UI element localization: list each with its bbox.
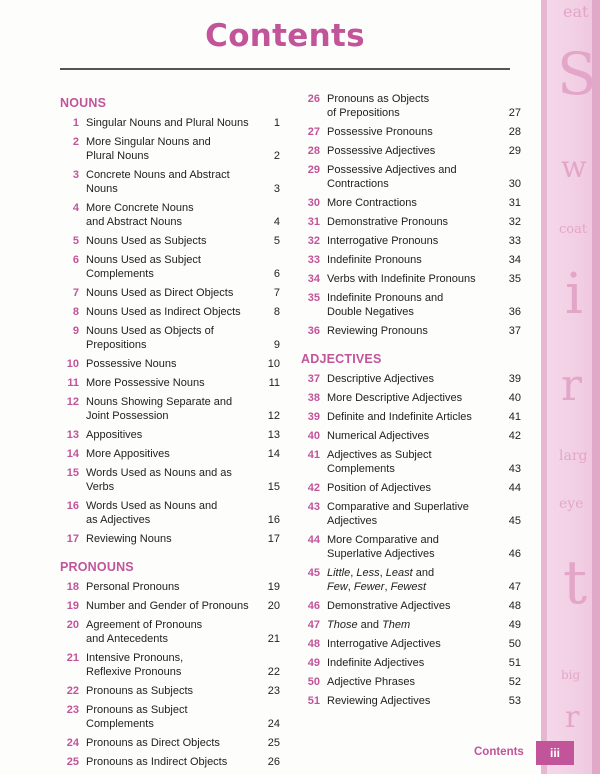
page-number: 40 (508, 392, 521, 404)
page-number: 50 (508, 638, 521, 650)
toc-entry[interactable] (60, 376, 280, 390)
lesson-number: 4 (72, 202, 79, 214)
lesson-title: Nouns Used as Direct Objects (86, 287, 234, 299)
decor-word: eye (559, 496, 584, 512)
lesson-title: Pronouns as Objects of Prepositions (327, 93, 430, 119)
lesson-title: Concrete Nouns and Abstract Nouns (86, 169, 230, 195)
toc-entry[interactable] (60, 305, 280, 319)
toc-entry[interactable] (60, 599, 280, 613)
lesson-number: 20 (66, 619, 79, 631)
lesson-number: 17 (66, 533, 79, 545)
lesson-title: More Appositives (86, 448, 170, 460)
decor-word: eat (563, 2, 589, 21)
toc-entry[interactable] (60, 201, 280, 229)
lesson-title: Singular Nouns and Plural Nouns (86, 117, 249, 129)
lesson-number: 35 (307, 292, 320, 304)
lesson-number: 14 (66, 448, 79, 460)
page-number: 21 (267, 633, 280, 645)
footer-label: Contents (474, 746, 524, 758)
section-heading: ADJECTIVES (301, 352, 382, 366)
toc-entry[interactable] (301, 144, 521, 158)
toc-entry[interactable] (60, 651, 280, 679)
lesson-title: Those and Them (327, 619, 411, 631)
page-number: 20 (267, 600, 280, 612)
page-number: 39 (508, 373, 521, 385)
lesson-number: 11 (67, 377, 79, 389)
page-number: 33 (508, 235, 521, 247)
page-number: 7 (273, 287, 280, 299)
lesson-number: 23 (66, 704, 79, 716)
toc-entry[interactable] (60, 703, 280, 731)
page-number: 51 (508, 657, 521, 669)
lesson-title: Reviewing Pronouns (327, 325, 428, 337)
right-column (301, 92, 521, 713)
toc-entry[interactable] (60, 580, 280, 594)
lesson-title: More Concrete Nouns and Abstract Nouns (86, 202, 194, 228)
lesson-title: Nouns Used as Subjects (86, 235, 207, 247)
decor-letter: i (565, 262, 583, 327)
toc-entry[interactable] (60, 532, 280, 546)
page-number: 16 (267, 514, 280, 526)
toc-entry[interactable] (301, 566, 521, 594)
toc-entry[interactable] (60, 466, 280, 494)
toc-entry[interactable] (301, 448, 521, 476)
lesson-title: Nouns Used as Indirect Objects (86, 306, 241, 318)
page-number: 8 (273, 306, 280, 318)
lesson-number: 7 (72, 287, 79, 299)
page-number: 53 (508, 695, 521, 707)
lesson-number: 10 (66, 358, 79, 370)
toc-entry[interactable] (301, 675, 521, 689)
page-number: 14 (267, 448, 280, 460)
page-number: 1 (273, 117, 280, 129)
page-number: 25 (267, 737, 280, 749)
toc-entry[interactable] (60, 234, 280, 248)
section-heading: NOUNS (60, 96, 107, 110)
toc-entry[interactable] (60, 286, 280, 300)
lesson-title: Number and Gender of Pronouns (86, 600, 249, 612)
decor-letter: r (565, 700, 580, 735)
toc-entry[interactable] (301, 234, 521, 248)
lesson-title: Position of Adjectives (327, 482, 431, 494)
lesson-title: More Singular Nouns and Plural Nouns (86, 136, 211, 162)
lesson-number: 49 (307, 657, 320, 669)
lesson-number: 27 (307, 126, 320, 138)
lesson-title: Verbs with Indefinite Pronouns (327, 273, 476, 285)
page-number: 11 (268, 377, 280, 389)
toc-entry[interactable] (301, 429, 521, 443)
page-number: 47 (508, 581, 521, 593)
lesson-number: 22 (66, 685, 79, 697)
lesson-title: Nouns Used as Objects of Prepositions (86, 325, 214, 351)
decor-letter: S (557, 40, 597, 108)
lesson-title: Pronouns as Subject Complements (86, 704, 188, 730)
lesson-title: More Contractions (327, 197, 417, 209)
toc-entry[interactable] (301, 410, 521, 424)
lesson-number: 45 (307, 567, 320, 579)
lesson-number: 47 (307, 619, 320, 631)
lesson-number: 9 (72, 325, 79, 337)
toc-entry[interactable] (60, 116, 280, 130)
lesson-title: Possessive Pronouns (327, 126, 433, 138)
lesson-number: 1 (72, 117, 79, 129)
toc-entry[interactable] (301, 599, 521, 613)
lesson-number: 25 (66, 756, 79, 768)
lesson-number: 37 (307, 373, 320, 385)
lesson-title: Pronouns as Indirect Objects (86, 756, 228, 768)
lesson-title: Nouns Showing Separate and Joint Possession (86, 396, 233, 422)
lesson-title: More Comparative and Superlative Adjectives (327, 534, 439, 560)
page-number: 5 (273, 235, 280, 247)
lesson-number: 31 (307, 216, 320, 228)
lesson-number: 40 (307, 430, 320, 442)
decor-word: big (561, 668, 581, 682)
toc-entry[interactable] (60, 395, 280, 423)
lesson-number: 18 (66, 581, 79, 593)
page-number: 26 (267, 756, 280, 768)
lesson-title: Pronouns as Direct Objects (86, 737, 220, 749)
page-number: 10 (267, 358, 280, 370)
strip-edge (541, 0, 547, 774)
lesson-title: Words Used as Nouns and as Verbs (86, 467, 232, 493)
toc-entry[interactable] (60, 447, 280, 461)
toc-entry[interactable] (60, 684, 280, 698)
page-number: 2 (273, 150, 280, 162)
page-number: 22 (267, 666, 280, 678)
lesson-title: Possessive Adjectives (327, 145, 436, 157)
lesson-number: 5 (72, 235, 79, 247)
toc-entry[interactable] (301, 391, 521, 405)
page-number: 13 (267, 429, 280, 441)
toc-entry[interactable] (301, 253, 521, 267)
lesson-title: Demonstrative Pronouns (327, 216, 449, 228)
lesson-number: 29 (307, 164, 320, 176)
page-number: 46 (508, 548, 521, 560)
lesson-number: 51 (307, 695, 320, 707)
toc-entry[interactable] (60, 755, 280, 769)
lesson-number: 38 (307, 392, 320, 404)
lesson-number: 19 (66, 600, 79, 612)
decor-word: larg (559, 448, 588, 464)
lesson-number: 24 (66, 737, 79, 749)
lesson-number: 46 (307, 600, 320, 612)
decor-word: coat (559, 222, 588, 237)
lesson-number: 39 (307, 411, 320, 423)
page-number: 29 (508, 145, 521, 157)
page-number: 41 (508, 411, 521, 423)
lesson-title: Pronouns as Subjects (86, 685, 194, 697)
toc-entry[interactable] (301, 125, 521, 139)
lesson-title: Reviewing Nouns (86, 533, 172, 545)
lesson-title: Possessive Adjectives and Contractions (327, 164, 457, 190)
page-number: 32 (508, 216, 521, 228)
lesson-number: 21 (66, 652, 79, 664)
lesson-number: 6 (72, 254, 79, 266)
lesson-title: Words Used as Nouns and as Adjectives (86, 500, 218, 526)
lesson-title: Agreement of Pronouns and Antecedents (86, 619, 203, 645)
lesson-number: 33 (307, 254, 320, 266)
lesson-title: Little, Less, Least and Few, Fewer, Fewest (327, 567, 435, 593)
toc-entry[interactable] (301, 291, 521, 319)
toc-entry[interactable] (60, 168, 280, 196)
toc-entry[interactable] (60, 135, 280, 163)
lesson-title: Nouns Used as Subject Complements (86, 254, 201, 280)
toc-entry[interactable] (301, 481, 521, 495)
page-number: 43 (508, 463, 521, 475)
toc-entry[interactable] (301, 500, 521, 528)
lesson-title: Possessive Nouns (86, 358, 177, 370)
lesson-title: Appositives (86, 429, 143, 441)
lesson-number: 36 (307, 325, 320, 337)
section-heading: PRONOUNS (60, 560, 134, 574)
page-number: 52 (508, 676, 521, 688)
toc-entry[interactable] (60, 736, 280, 750)
toc-entry[interactable] (301, 92, 521, 120)
toc-entry[interactable] (60, 357, 280, 371)
lesson-title: Reviewing Adjectives (327, 695, 431, 707)
lesson-number: 48 (307, 638, 320, 650)
lesson-title: Personal Pronouns (86, 581, 180, 593)
decorative-side-strip (541, 0, 600, 774)
lesson-number: 12 (66, 396, 79, 408)
page-number: 42 (508, 430, 521, 442)
page-number: 6 (273, 268, 280, 280)
decor-letter: t (563, 548, 588, 618)
decor-letter: r (561, 360, 583, 411)
toc-entry[interactable] (60, 618, 280, 646)
lesson-number: 2 (72, 136, 79, 148)
lesson-title: Descriptive Adjectives (327, 373, 434, 385)
lesson-title: Demonstrative Adjectives (327, 600, 451, 612)
page-number: 3 (273, 183, 280, 195)
page-number: 12 (267, 410, 280, 422)
lesson-title: Indefinite Pronouns and Double Negatives (327, 292, 444, 318)
lesson-number: 43 (307, 501, 320, 513)
lesson-number: 42 (307, 482, 320, 494)
toc-entry[interactable] (60, 253, 280, 281)
toc-entry[interactable] (60, 324, 280, 352)
lesson-title: Indefinite Adjectives (327, 657, 425, 669)
lesson-number: 13 (66, 429, 79, 441)
left-column (60, 92, 280, 774)
lesson-number: 41 (307, 449, 320, 461)
lesson-title: Intensive Pronouns, Reflexive Pronouns (86, 652, 184, 678)
page-number: 23 (267, 685, 280, 697)
toc-entry[interactable] (301, 694, 521, 708)
lesson-number: 32 (307, 235, 320, 247)
lesson-title: Adjectives as Subject Complements (327, 449, 432, 475)
strip-shadow (592, 0, 600, 774)
toc-entry[interactable] (301, 196, 521, 210)
lesson-number: 15 (66, 467, 79, 479)
page-number: 9 (273, 339, 280, 351)
toc-entry[interactable] (301, 272, 521, 286)
page-number: 36 (508, 306, 521, 318)
lesson-title: More Descriptive Adjectives (327, 392, 463, 404)
lesson-number: 16 (66, 500, 79, 512)
page-number: 35 (508, 273, 521, 285)
lesson-number: 34 (307, 273, 320, 285)
page-number: 37 (508, 325, 521, 337)
page-number-badge: iii (536, 741, 574, 765)
lesson-title: More Possessive Nouns (86, 377, 205, 389)
lesson-number: 26 (307, 93, 320, 105)
lesson-title: Interrogative Adjectives (327, 638, 441, 650)
toc-entry[interactable] (301, 637, 521, 651)
toc-entry[interactable] (60, 499, 280, 527)
page-number: 27 (508, 107, 521, 119)
toc-entry[interactable] (301, 656, 521, 670)
toc-entry[interactable] (301, 533, 521, 561)
page-number: 34 (508, 254, 521, 266)
lesson-title: Interrogative Pronouns (327, 235, 439, 247)
lesson-number: 28 (307, 145, 320, 157)
page-title: Contents (205, 18, 365, 54)
lesson-title: Definite and Indefinite Articles (327, 411, 472, 423)
toc-entry[interactable] (301, 215, 521, 229)
lesson-title: Numerical Adjectives (327, 430, 430, 442)
page-number: 4 (273, 216, 280, 228)
lesson-title: Adjective Phrases (327, 676, 416, 688)
toc-entry[interactable] (301, 372, 521, 386)
page-number: 17 (267, 533, 280, 545)
lesson-number: 30 (307, 197, 320, 209)
page-number: 19 (267, 581, 280, 593)
lesson-title: Comparative and Superlative Adjectives (327, 501, 469, 527)
page-number: 49 (508, 619, 521, 631)
decor-letter: w (561, 150, 587, 185)
toc-entry[interactable] (301, 324, 521, 338)
page-number: 31 (508, 197, 521, 209)
page-number: 15 (267, 481, 280, 493)
page-number: 28 (508, 126, 521, 138)
page-number: 45 (508, 515, 521, 527)
page-number: 30 (508, 178, 521, 190)
lesson-number: 44 (307, 534, 320, 546)
page-number: 24 (267, 718, 280, 730)
lesson-number: 50 (307, 676, 320, 688)
toc-entry[interactable] (301, 618, 521, 632)
lesson-number: 8 (72, 306, 79, 318)
page-number: 44 (508, 482, 521, 494)
lesson-title: Indefinite Pronouns (327, 254, 422, 266)
toc-entry[interactable] (60, 428, 280, 442)
page-number: 48 (508, 600, 521, 612)
toc-entry[interactable] (301, 163, 521, 191)
lesson-number: 3 (72, 169, 79, 181)
title-rule (60, 68, 510, 70)
